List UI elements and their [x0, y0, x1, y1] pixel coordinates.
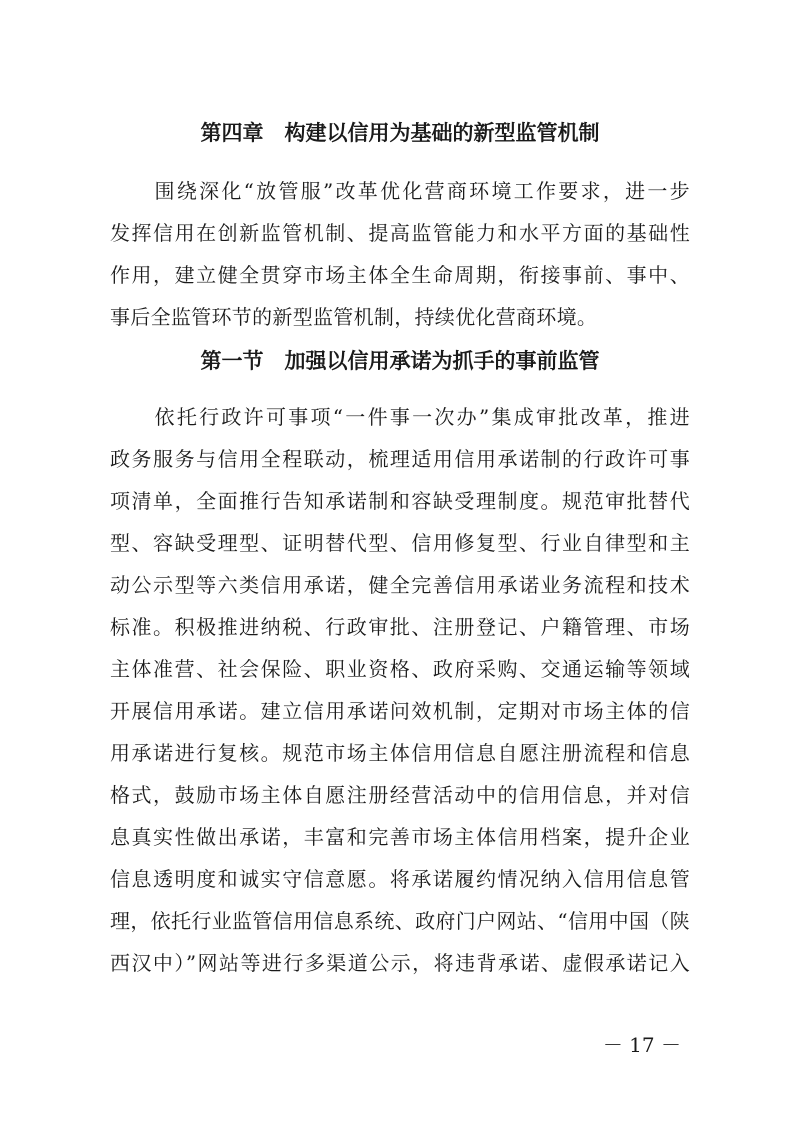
- chapter-heading: 第四章 构建以信用为基础的新型监管机制: [200, 121, 600, 145]
- paragraph-line: 围绕深化“放管服”改革优化营商环境工作要求，进一步: [110, 179, 690, 203]
- paragraph-line: 理，依托行业监管信用信息系统、政府门户网站、“信用中国（陕: [110, 909, 690, 933]
- paragraph-line: 格式，鼓励市场主体自愿注册经营活动中的信用信息，并对信: [110, 783, 690, 807]
- paragraph-line: 西汉中）”网站等进行多渠道公示，将违背承诺、虚假承诺记入: [110, 951, 690, 975]
- paragraph-line: 主体准营、社会保险、职业资格、政府采购、交通运输等领域: [110, 657, 690, 681]
- paragraph-line: 标准。积极推进纳税、行政审批、注册登记、户籍管理、市场: [110, 615, 690, 639]
- paragraph-line: 息真实性做出承诺，丰富和完善市场主体信用档案，提升企业: [110, 825, 690, 849]
- paragraph-line: 动公示型等六类信用承诺，健全完善信用承诺业务流程和技术: [110, 573, 690, 597]
- paragraph-line: 作用，建立健全贯穿市场主体全生命周期，衔接事前、事中、: [110, 263, 690, 287]
- page-number: － 17 －: [602, 1033, 681, 1057]
- paragraph-line: 型、容缺受理型、证明替代型、信用修复型、行业自律型和主: [110, 531, 690, 555]
- paragraph-line: 开展信用承诺。建立信用承诺问效机制，定期对市场主体的信: [110, 699, 690, 723]
- paragraph-line: 用承诺进行复核。规范市场主体信用信息自愿注册流程和信息: [110, 741, 690, 765]
- paragraph-intro: [110, 170, 690, 338]
- paragraph-line: 政务服务与信用全程联动，梳理适用信用承诺制的行政许可事: [110, 447, 690, 471]
- paragraph-line: 项清单，全面推行告知承诺制和容缺受理制度。规范审批替代: [110, 489, 690, 513]
- paragraph-line: 依托行政许可事项“一件事一次办”集成审批改革，推进: [110, 405, 690, 429]
- paragraph-line: 发挥信用在创新监管机制、提高监管能力和水平方面的基础性: [110, 221, 690, 245]
- paragraph-line: 事后全监管环节的新型监管机制，持续优化营商环境。: [110, 305, 598, 329]
- paragraph-section-body: [110, 396, 690, 984]
- section-heading: 第一节 加强以信用承诺为抓手的事前监管: [200, 349, 600, 373]
- paragraph-line: 信息透明度和诚实守信意愿。将承诺履约情况纳入信用信息管: [110, 867, 690, 891]
